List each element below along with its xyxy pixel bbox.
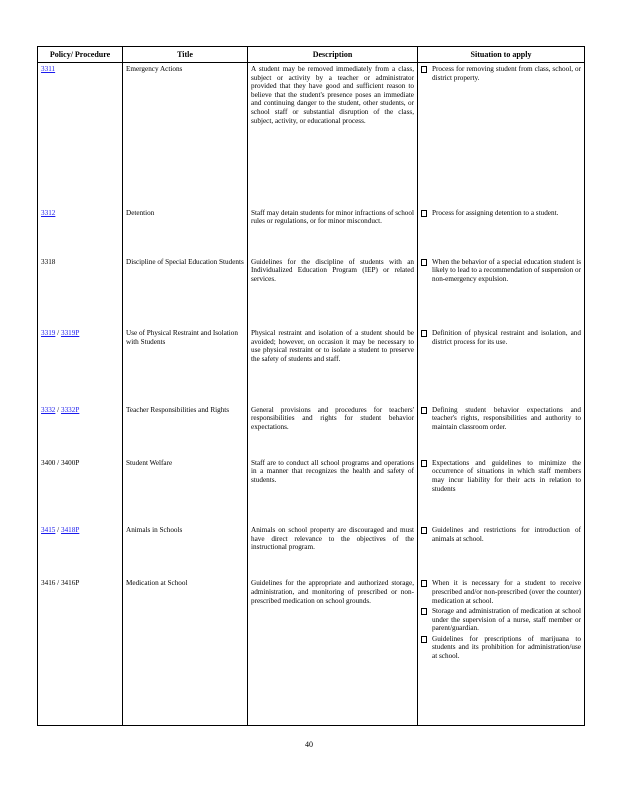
list-item [421, 209, 581, 218]
checkbox-bullet-icon [421, 210, 427, 217]
title-cell: Animals in Schools [123, 524, 248, 577]
checkbox-bullet-icon [421, 636, 427, 643]
policy-number: 3400 / 3400P [41, 458, 80, 467]
description-cell: Animals on school property are discouraged and must have direct relevance to the objectives of the instructional program. [248, 524, 418, 577]
situation-text: Process for assigning detention to a student. [432, 208, 559, 217]
checkbox-bullet-icon [421, 527, 427, 534]
policy-number: 3416 / 3416P [41, 579, 80, 588]
situation-cell [418, 327, 585, 404]
table-row [38, 577, 585, 725]
policy-link[interactable]: 3319 [41, 329, 56, 338]
situation-text: Process for removing student from class, school, or district property. [432, 65, 581, 82]
policy-link[interactable]: 3418P [60, 526, 80, 535]
header-title: Title [123, 47, 248, 63]
table-row [38, 327, 585, 404]
title-cell: Student Welfare [123, 457, 248, 524]
description-cell: Guidelines for the discipline of students with an Individualized Education Program (IEP) or related services. [248, 256, 418, 328]
situation-cell [418, 404, 585, 457]
checkbox-bullet-icon [421, 330, 427, 337]
situation-text: Definition of physical restraint and isolation, and district process for its use. [432, 329, 581, 346]
policy-cell [38, 256, 123, 328]
header-policy: Policy/ Procedure [38, 47, 123, 63]
policy-cell [38, 524, 123, 577]
page-number: 40 [305, 740, 313, 749]
policy-table [37, 46, 585, 726]
situation-text: Defining student behavior expectations and teacher's rights, responsibilities and authority to maintain classroom order. [432, 405, 581, 431]
checkbox-bullet-icon [421, 608, 427, 615]
description-cell: Physical restraint and isolation of a student should be avoided; however, on occasion it may be necessary to use physical restraint or to isolate a student to preserve the safety of students and staff. [248, 327, 418, 404]
situation-list [421, 258, 581, 284]
list-item [421, 258, 581, 284]
title-cell: Emergency Actions [123, 63, 248, 207]
table-row [38, 256, 585, 328]
table-row [38, 63, 585, 207]
checkbox-bullet-icon [421, 580, 427, 587]
list-item [421, 635, 581, 661]
checkbox-bullet-icon [421, 66, 427, 73]
situation-text: Expectations and guidelines to minimize the occurrence of situations in which staff members may incur liability for their acts in relation to students [432, 458, 581, 493]
checkbox-bullet-icon [421, 407, 427, 414]
situation-text: Guidelines and restrictions for introduction of animals at school. [432, 526, 581, 543]
list-item [421, 65, 581, 82]
title-cell: Discipline of Special Education Students [123, 256, 248, 328]
policy-link[interactable]: 3319P [60, 329, 80, 338]
policy-cell [38, 404, 123, 457]
policy-separator: / [55, 405, 61, 414]
situation-cell [418, 577, 585, 725]
situation-cell [418, 524, 585, 577]
policy-link[interactable]: 3311 [41, 65, 56, 73]
policy-cell [38, 577, 123, 725]
policy-link[interactable]: 3332P [60, 405, 80, 414]
table-row [38, 207, 585, 256]
policy-cell [38, 63, 123, 207]
policy-link[interactable]: 3415 [41, 526, 56, 535]
situation-cell [418, 256, 585, 328]
list-item [421, 526, 581, 543]
situation-list [421, 579, 581, 660]
header-description: Description [248, 47, 418, 63]
title-cell: Use of Physical Restraint and Isolation with Students [123, 327, 248, 404]
policy-number: 3318 [41, 257, 56, 266]
header-situation: Situation to apply [418, 47, 585, 63]
situation-text: Storage and administration of medication at school under the supervision of a nurse, staff member or parent/guardian. [432, 607, 581, 633]
description-cell: General provisions and procedures for teachers' responsibilities and rights for student behavior expectations. [248, 404, 418, 457]
situation-list [421, 459, 581, 493]
checkbox-bullet-icon [421, 460, 427, 467]
situation-text: When it is necessary for a student to receive prescribed and/or non-prescribed (over the counter) medication at school. [432, 579, 581, 605]
list-item [421, 579, 581, 605]
situation-text: Guidelines for prescriptions of marijuana to students and its prohibition for administration/use at school. [432, 634, 581, 661]
title-cell: Detention [123, 207, 248, 256]
situation-cell [418, 63, 585, 207]
policy-cell [38, 457, 123, 524]
list-item [421, 459, 581, 493]
situation-list [421, 526, 581, 543]
table-row [38, 404, 585, 457]
checkbox-bullet-icon [421, 259, 427, 266]
policy-cell [38, 327, 123, 404]
situation-cell [418, 207, 585, 256]
title-cell: Medication at School [123, 577, 248, 725]
list-item [421, 329, 581, 346]
table-body [38, 63, 585, 726]
policy-link[interactable]: 3332 [41, 405, 56, 414]
situation-cell [418, 457, 585, 524]
description-cell: A student may be removed immediately from a class, subject or activity by a teacher or administrator provided that they have good and sufficient reason to believe that the student's presence poses an immediate and continuing danger to the student, other students, or school staff or substantial disruption of the class, subject, activity, or educational process. [248, 63, 418, 207]
situation-list [421, 65, 581, 82]
policy-cell [38, 207, 123, 256]
situation-list [421, 329, 581, 346]
situation-list [421, 406, 581, 432]
table-row [38, 524, 585, 577]
description-cell: Staff may detain students for minor infractions of school rules or regulations, or for minor misconduct. [248, 207, 418, 256]
description-cell: Staff are to conduct all school programs and operations in a manner that recognizes the health and safety of students. [248, 457, 418, 524]
situation-text: When the behavior of a special education student is likely to lead to a recommendation of suspension or non-emergency expulsion. [432, 257, 581, 283]
title-cell: Teacher Responsibilities and Rights [123, 404, 248, 457]
policy-link[interactable]: 3312 [41, 208, 56, 217]
list-item [421, 406, 581, 432]
list-item [421, 607, 581, 633]
policy-separator: / [55, 526, 61, 535]
table-header-row [38, 47, 585, 63]
description-cell: Guidelines for the appropriate and authorized storage, administration, and monitoring of prescribed or non-prescribed medication on school grounds. [248, 577, 418, 725]
table-row [38, 457, 585, 524]
policy-separator: / [55, 329, 61, 338]
situation-list [421, 209, 581, 218]
